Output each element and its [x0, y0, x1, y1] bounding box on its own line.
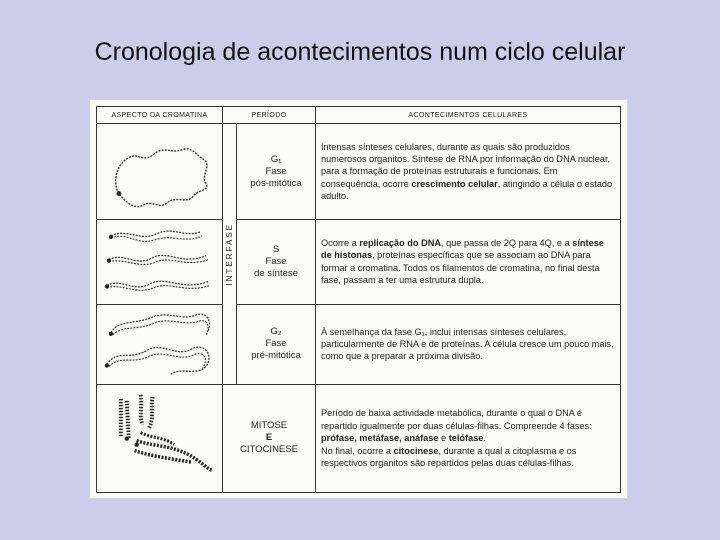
period-mitosis-line1: MITOSE — [250, 420, 288, 432]
centromere-dot — [135, 442, 139, 446]
chromatin-cell-g1 — [97, 124, 223, 220]
period-s-name: S — [272, 243, 280, 255]
period-g2-name: G₂ — [270, 326, 282, 338]
cell-cycle-table-figure — [90, 100, 627, 498]
period-g1-line2: Fase — [265, 165, 287, 177]
period-g2-line3: pré-mitótica — [251, 350, 301, 362]
period-g2-line2: Fase — [265, 338, 287, 350]
header-row — [97, 107, 621, 124]
chromatin-filament — [107, 286, 210, 291]
header-chromatin: ASPECTO DA CROMATINA — [97, 107, 223, 124]
chromatin-cell-s — [97, 220, 223, 304]
period-s-line3: de síntese — [254, 267, 298, 279]
events-cell-g1: Intensas sínteses celulares, durante as quais são produzidos numerosos organitos. Síntese de RNA por informação do DNA nuclear, para a formação de proteínas estruturais e funcionais. Em consequência, ocorre crescimento celular, atingindo a célula o estado adulto. — [316, 124, 621, 220]
chromatin-cell-mitosis — [97, 384, 223, 492]
interphase-label: INTERFASE — [225, 222, 234, 286]
period-mitosis-line2: E — [265, 432, 273, 444]
chromatin-drawing-mitosis — [97, 385, 222, 492]
table-row-s — [97, 220, 621, 304]
centromere-dot — [105, 363, 109, 367]
table-row-mitosis — [97, 384, 621, 492]
header-events: ACONTECIMENTOS CELULARES — [316, 107, 621, 124]
period-cell-s — [237, 220, 316, 304]
chromatin-drawing-g2 — [97, 305, 222, 384]
condensed-chromosome — [127, 401, 129, 439]
period-cell-g2 — [237, 304, 316, 384]
period-mitosis-line3: CITOCINESE — [240, 444, 298, 456]
period-g1-name: G₁ — [270, 153, 282, 165]
chromatin-filament — [111, 231, 200, 236]
cell-cycle-table — [96, 106, 621, 493]
chromatin-drawing-s — [97, 220, 222, 303]
centromere-dot — [125, 436, 129, 440]
chromatin-filament — [109, 256, 206, 262]
chromatin-drawing-g1 — [97, 124, 222, 219]
centromere-dot — [109, 331, 113, 335]
chromatin-filament — [107, 347, 209, 374]
period-cell-mitosis — [223, 384, 316, 492]
condensed-chromosome — [149, 397, 153, 429]
centromere-dot — [105, 285, 109, 289]
period-g1-line3: pós-mitótica — [250, 177, 302, 189]
centromere-dot — [116, 191, 121, 196]
chromatin-filament — [116, 149, 207, 207]
header-period: PERÍODO — [223, 107, 316, 124]
centromere-dot — [107, 259, 111, 263]
condensed-chromosome — [135, 450, 193, 462]
table-row-g1 — [97, 124, 621, 220]
table-row-g2 — [97, 304, 621, 384]
condensed-chromosome — [141, 433, 175, 445]
slide-title: Cronologia de acontecimentos num ciclo celular — [94, 38, 626, 66]
condensed-chromosome — [141, 395, 143, 425]
period-cell-g1 — [237, 124, 316, 220]
chromatin-filament — [111, 314, 210, 333]
centromere-dot — [109, 235, 113, 239]
events-cell-s: Ocorre a replicação do DNA, que passa de 2Q para 4Q, e a síntese de histonas, proteínas específicas que se associam ao DNA para formar a cromatina. Todos os filamentos de cromatina, no final desta fase, passam a ter uma estrutura dupla. — [316, 220, 621, 304]
chromatin-filament — [109, 260, 208, 265]
events-cell-mitosis: Período de baixa actividade metabólica, durante o qual o DNA é repartido igualmente por duas células-filhas. Compreende 4 fases: prófase, metáfase, anáfase e telófase. No final, ocorre a citocinese, durante a qual a citoplasma e os respectivos organitos são repartidos pelas duas células-filhas. — [316, 384, 621, 492]
chromatin-cell-g2 — [97, 304, 223, 384]
interphase-cell — [223, 124, 237, 385]
chromatin-filament — [111, 236, 202, 241]
events-cell-g2: À semelhança da fase G₁, inclui intensas sínteses celulares, particularmente de RNA e de proteínas. A célula cresce um pouco mais, como que a preparar a próxima divisão. — [316, 304, 621, 384]
period-s-line2: Fase — [265, 255, 287, 267]
